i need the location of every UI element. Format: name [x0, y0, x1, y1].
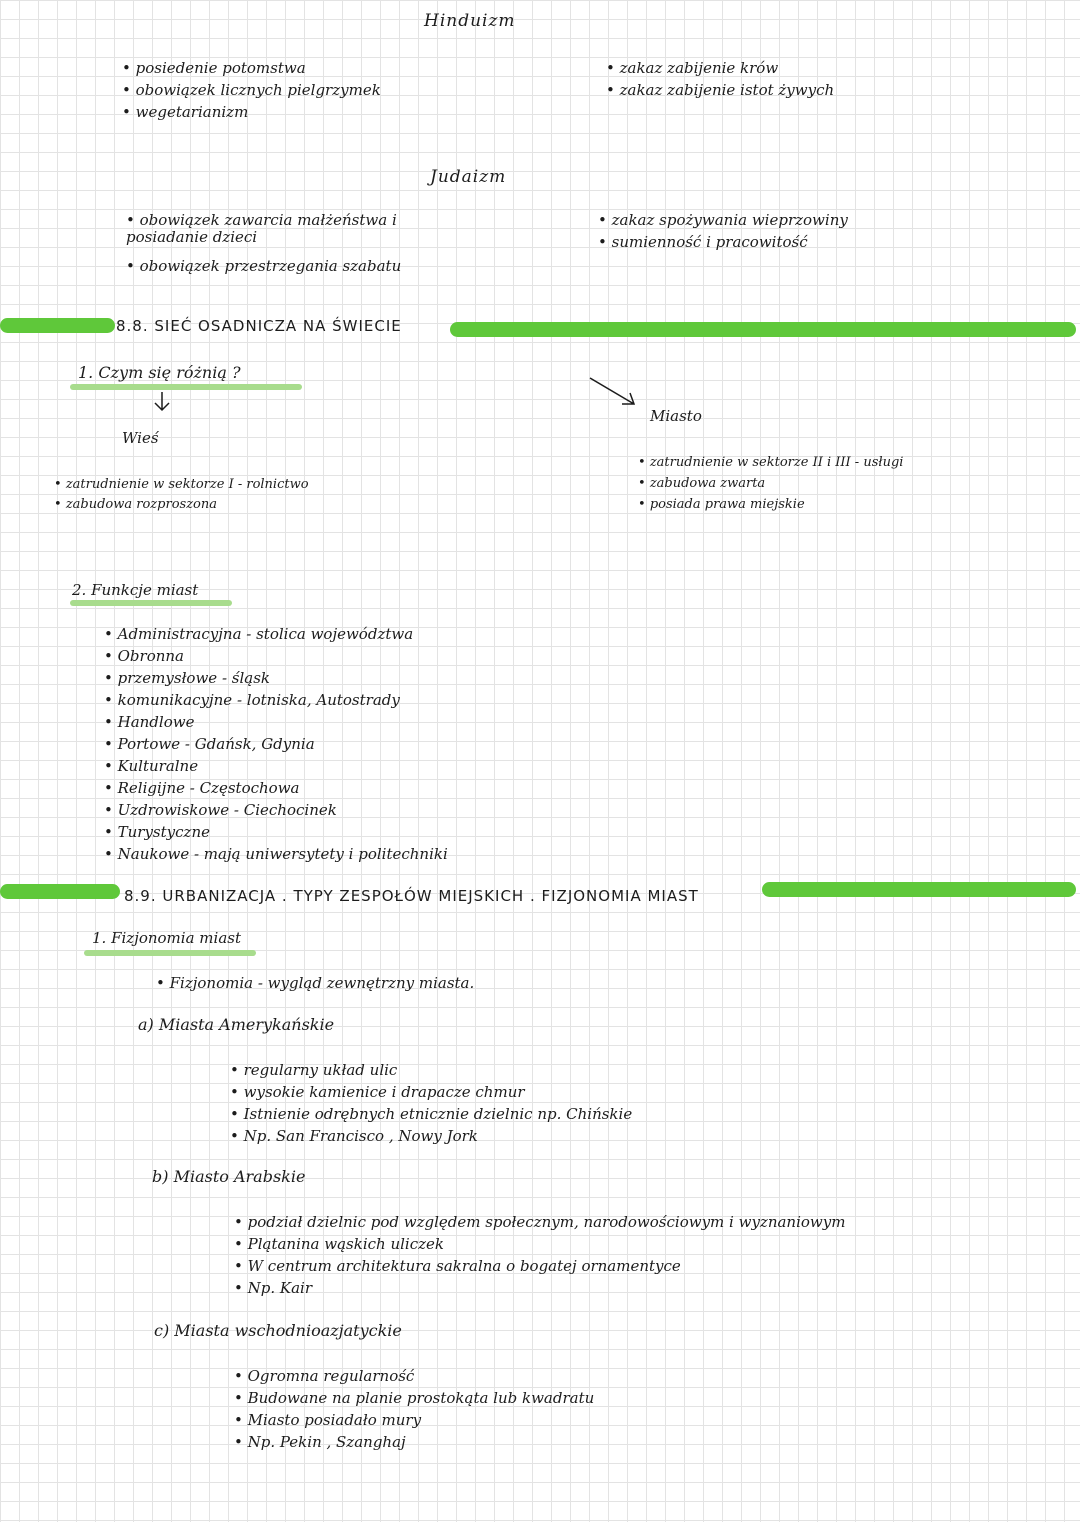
judaizm-title: Judaizm — [430, 167, 507, 187]
funkcje-item-7: • Kulturalne — [104, 757, 199, 775]
judaizm-right-2: • sumienność i pracowitość — [598, 233, 808, 251]
miasto-item-2: • zabudowa zwarta — [638, 476, 766, 491]
arrow-right-down-icon — [588, 376, 640, 410]
funkcje-item-10: • Turystyczne — [104, 823, 210, 841]
arrow-down-icon — [152, 390, 172, 414]
section-88-question-1: 1. Czym się różnią ? — [78, 363, 241, 382]
wies-label: Wieś — [122, 429, 159, 447]
hinduizm-left-2: • obowiązek licznych pielgrzymek — [122, 81, 381, 99]
type-b-item-2: • Plątanina wąskich uliczek — [234, 1235, 444, 1253]
miasto-label: Miasto — [650, 407, 702, 425]
funkcje-item-11: • Naukowe - mają uniwersytety i politechniki — [104, 845, 448, 863]
fizjonomia-underline — [84, 950, 256, 956]
section-89-highlight-right — [762, 882, 1076, 897]
type-a-item-2: • wysokie kamienice i drapacze chmur — [230, 1083, 525, 1101]
type-a-item-4: • Np. San Francisco , Nowy Jork — [230, 1127, 478, 1145]
hinduizm-left-1: • posiedenie potomstwa — [122, 59, 306, 77]
type-a-label: a) Miasta Amerykańskie — [138, 1015, 335, 1034]
funkcje-item-1: • Administracyjna - stolica województwa — [104, 625, 414, 643]
type-b-label: b) Miasto Arabskie — [152, 1167, 306, 1186]
type-c-label: c) Miasta wschodnioazjatyckie — [154, 1321, 402, 1340]
section-88-question-2: 2. Funkcje miast — [72, 581, 199, 599]
type-c-item-1: • Ogromna regularność — [234, 1367, 415, 1385]
type-c-item-2: • Budowane na planie prostokąta lub kwadratu — [234, 1389, 595, 1407]
section-88-highlight-right — [450, 322, 1076, 337]
miasto-item-3: • posiada prawa miejskie — [638, 497, 805, 512]
type-b-item-1: • podział dzielnic pod względem społecznym, narodowościowym i wyznaniowym — [234, 1213, 846, 1231]
funkcje-item-8: • Religijne - Częstochowa — [104, 779, 300, 797]
q1-underline — [70, 384, 302, 390]
q2-underline — [70, 600, 232, 606]
hinduizm-title: Hinduizm — [424, 11, 516, 31]
funkcje-item-6: • Portowe - Gdańsk, Gdynia — [104, 735, 315, 753]
funkcje-item-4: • komunikacyjne - lotniska, Autostrady — [104, 691, 400, 709]
type-a-item-1: • regularny układ ulic — [230, 1061, 398, 1079]
type-b-item-3: • W centrum architektura sakralna o bogatej ornamentyce — [234, 1257, 681, 1275]
miasto-item-1: • zatrudnienie w sektorze II i III - usługi — [638, 455, 904, 470]
hinduizm-right-2: • zakaz zabijenie istot żywych — [606, 81, 835, 99]
section-88-highlight-left — [0, 318, 115, 333]
judaizm-right-1: • zakaz spożywania wieprzowiny — [598, 211, 848, 229]
type-c-item-3: • Miasto posiadało mury — [234, 1411, 422, 1429]
funkcje-item-9: • Uzdrowiskowe - Ciechocinek — [104, 801, 337, 819]
funkcje-item-5: • Handlowe — [104, 713, 195, 731]
funkcje-item-3: • przemysłowe - śląsk — [104, 669, 271, 687]
funkcje-item-2: • Obronna — [104, 647, 184, 665]
judaizm-left-1: • obowiązek zawarcia małżeństwa i posiadanie dzieci — [126, 211, 397, 246]
wies-item-2: • zabudowa rozproszona — [54, 497, 217, 512]
type-c-item-4: • Np. Pekin , Szanghaj — [234, 1433, 406, 1451]
judaizm-left-2: • obowiązek przestrzegania szabatu — [126, 257, 402, 275]
section-89-question-1: 1. Fizjonomia miast — [92, 929, 241, 947]
section-89-highlight-left — [0, 884, 120, 899]
type-b-item-4: • Np. Kair — [234, 1279, 313, 1297]
section-89-title: 8.9. URBANIZACJA . TYPY ZESPOŁÓW MIEJSKICH . FIZJONOMIA MIAST — [124, 887, 699, 905]
section-88-title: 8.8. SIEĆ OSADNICZA NA ŚWIECIE — [116, 317, 402, 335]
type-a-item-3: • Istnienie odrębnych etnicznie dzielnic np. Chińskie — [230, 1105, 633, 1123]
hinduizm-right-1: • zakaz zabijenie krów — [606, 59, 779, 77]
fizjonomia-definition: • Fizjonomia - wygląd zewnętrzny miasta. — [156, 974, 475, 992]
wies-item-1: • zatrudnienie w sektorze I - rolnictwo — [54, 477, 309, 492]
hinduizm-left-3: • wegetarianizm — [122, 103, 249, 121]
